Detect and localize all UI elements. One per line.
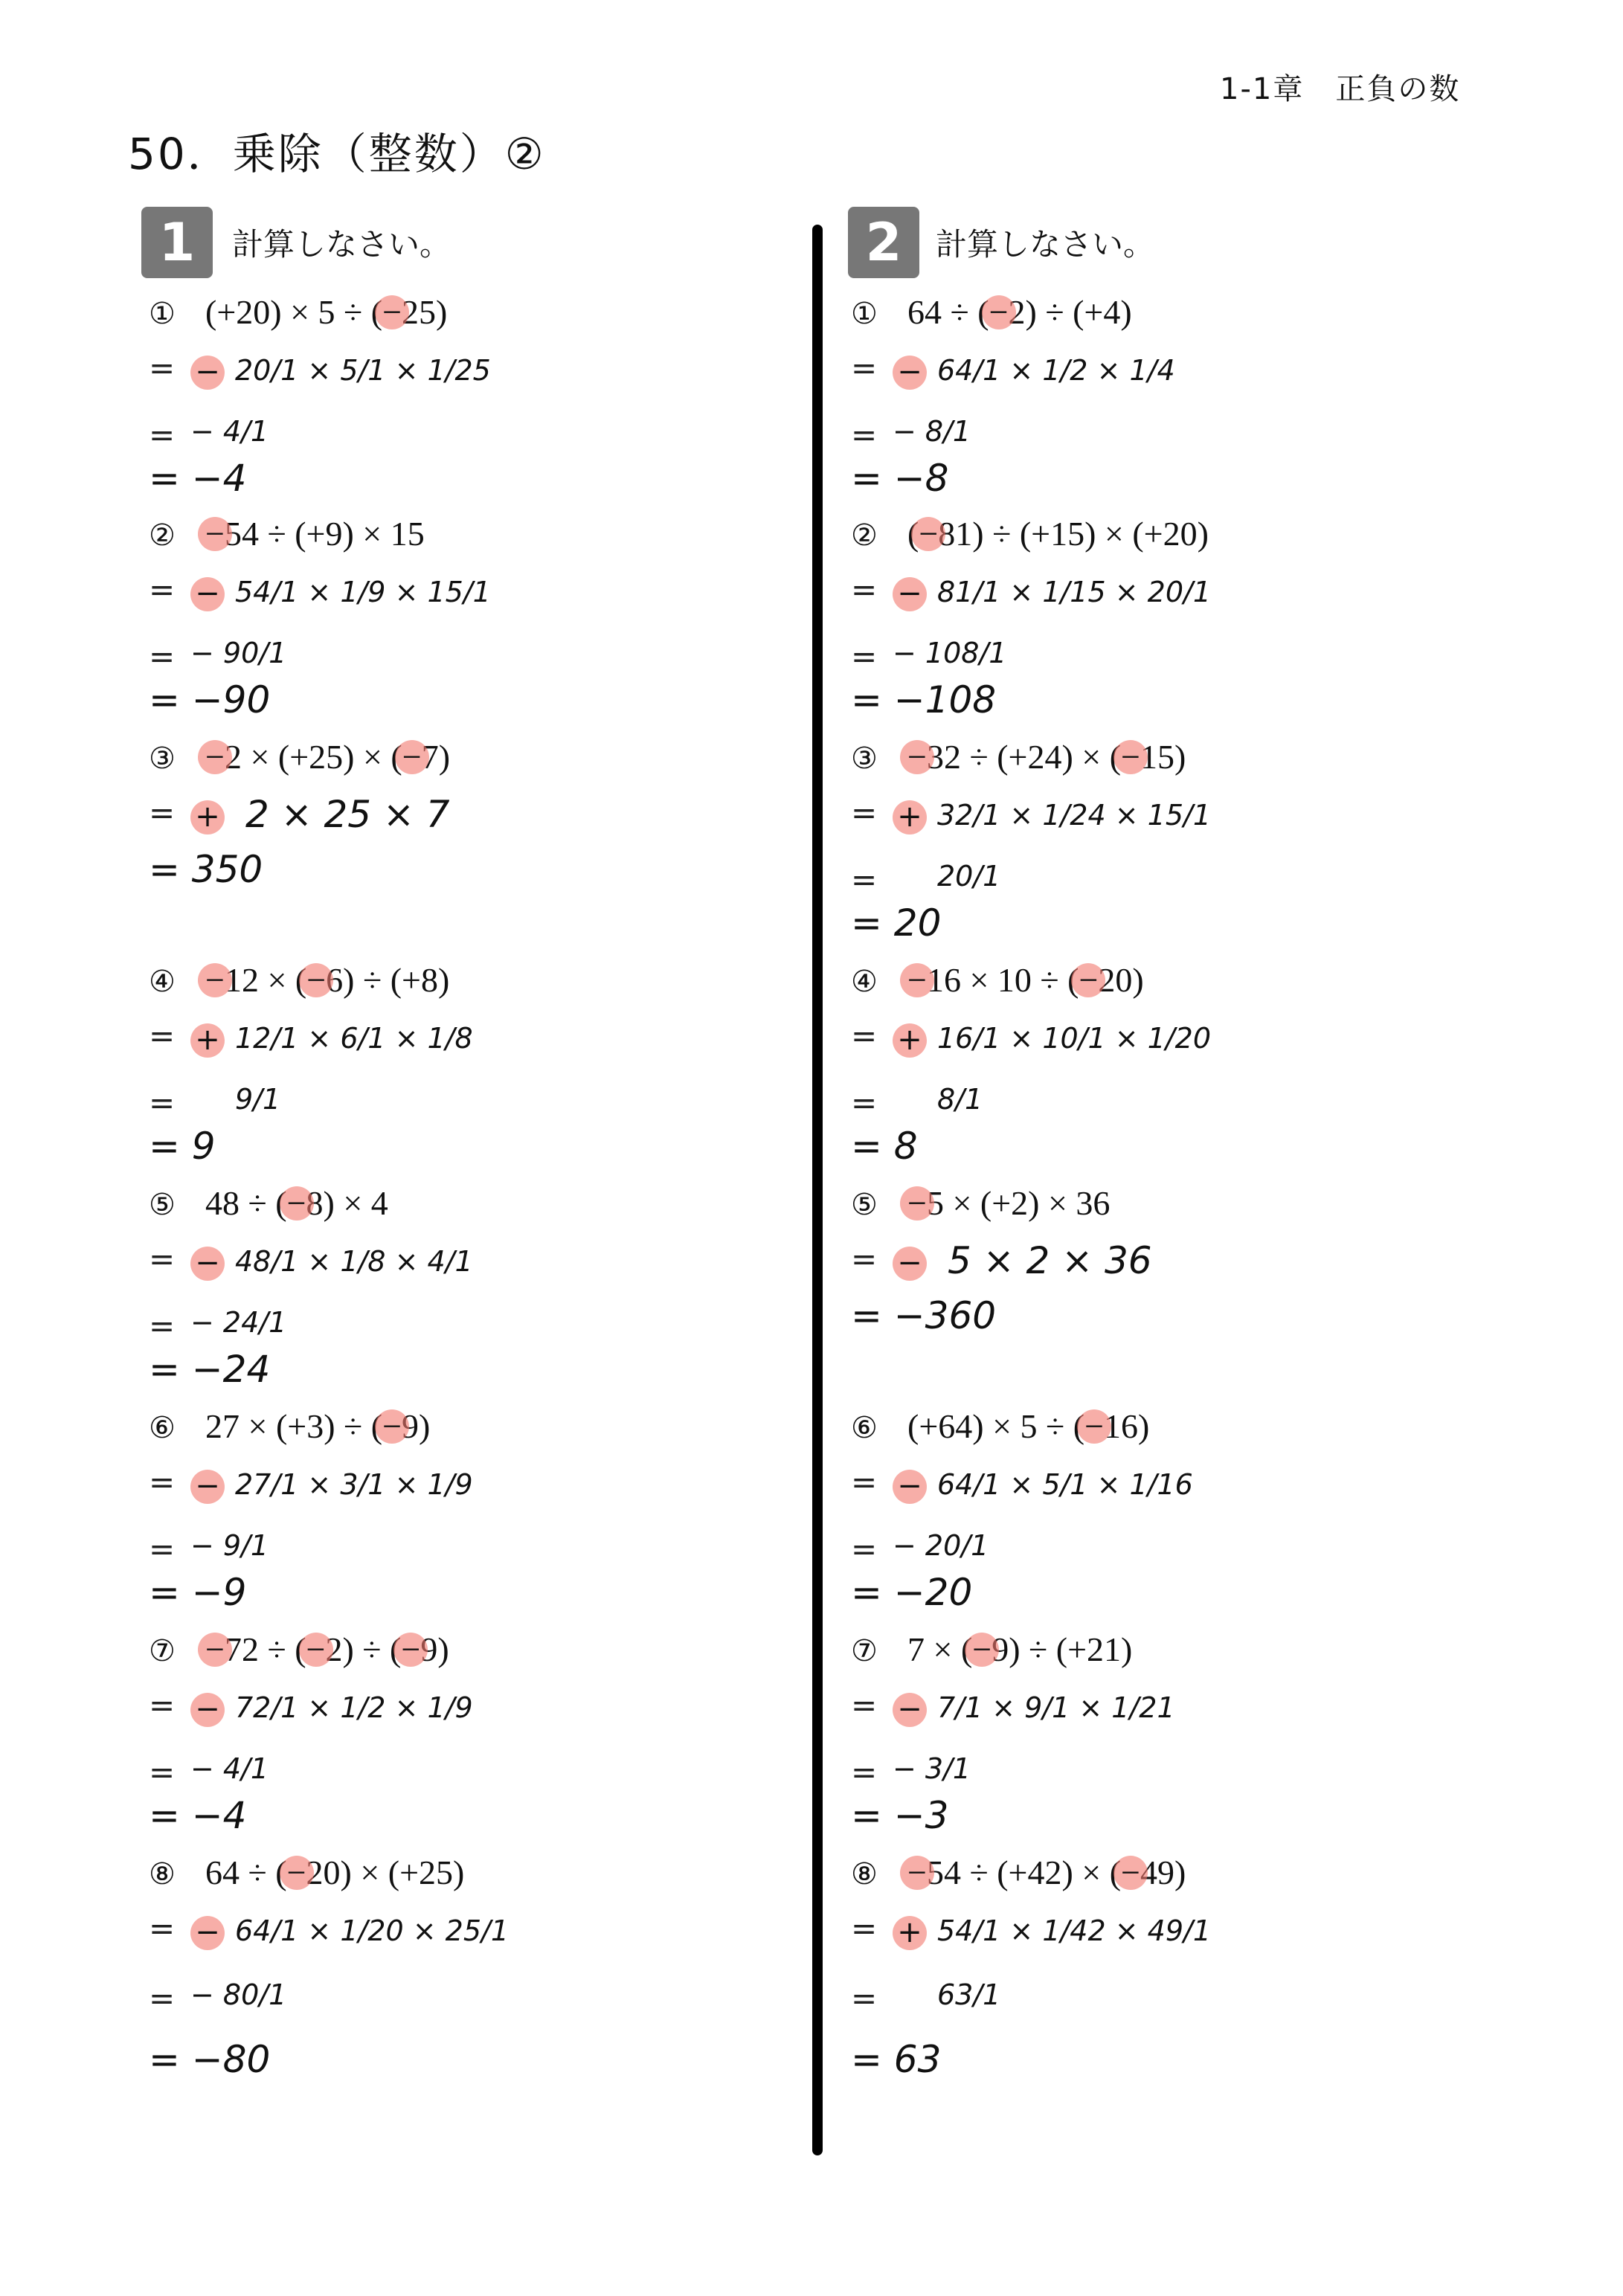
equals-sign: = — [149, 1980, 176, 2016]
step-expression: 64/1 × 1/20 × 25/1 — [235, 1914, 509, 1947]
result-sign: − — [893, 1247, 927, 1281]
step-result: − 4/1 — [190, 1752, 269, 1785]
expression: (−81) ÷ (+15) × (+20) — [907, 515, 1209, 553]
question — [149, 736, 450, 778]
problem-number: ⑧ — [149, 1857, 176, 1891]
highlighted-sign: − — [972, 1630, 992, 1668]
question — [149, 1183, 388, 1224]
problem-number: ④ — [149, 965, 176, 999]
question — [851, 1183, 1110, 1224]
step-expression: 20/1 × 5/1 × 1/25 — [235, 354, 491, 387]
step-expression: 54/1 × 1/9 × 15/1 — [235, 576, 491, 608]
step-result: − 108/1 — [893, 637, 1007, 669]
answer: = −80 — [149, 2038, 271, 2081]
equals-sign: = — [851, 1687, 878, 1723]
result-sign: + — [190, 1023, 225, 1058]
step-result: 8/1 — [937, 1083, 983, 1116]
equals-sign: = — [851, 1464, 878, 1500]
chapter-label: 1-1章 正負の数 — [1220, 72, 1461, 106]
question — [851, 1852, 1186, 1894]
question — [851, 1406, 1149, 1447]
answer: = 20 — [851, 901, 942, 945]
answer: = −360 — [851, 1294, 997, 1337]
step-expression: 48/1 × 1/8 × 4/1 — [235, 1245, 473, 1278]
answer: = 8 — [851, 1125, 918, 1168]
equals-sign: = — [851, 1980, 878, 2016]
question — [149, 513, 425, 555]
problem-2-3 — [851, 736, 1520, 952]
highlighted-sign: − — [907, 738, 927, 776]
result-sign: + — [190, 800, 225, 835]
page-title: 50．乗除（整数）② — [128, 129, 546, 179]
result-sign: − — [190, 1247, 225, 1281]
section-1-instruction: 計算しなさい。 — [232, 226, 451, 263]
step-result: − 3/1 — [893, 1752, 971, 1785]
step-expression: 7/1 × 9/1 × 1/21 — [937, 1691, 1175, 1724]
step-result: − 20/1 — [893, 1529, 989, 1562]
problem-number: ⑥ — [149, 1411, 176, 1445]
question — [149, 1852, 464, 1894]
equals-sign: = — [149, 638, 176, 675]
problem-1-1 — [149, 292, 818, 507]
highlighted-sign: − — [306, 1630, 326, 1668]
equals-sign: = — [149, 350, 176, 386]
answer: = −24 — [149, 1348, 271, 1391]
question — [851, 1629, 1132, 1670]
expression: −32 ÷ (+24) × (−15) — [907, 738, 1186, 776]
problem-number: ① — [851, 297, 878, 331]
answer: = −20 — [851, 1571, 973, 1614]
problem-number: ② — [851, 518, 878, 553]
question — [149, 292, 447, 333]
section-2-instruction: 計算しなさい。 — [936, 226, 1155, 263]
question — [149, 959, 449, 1001]
question — [851, 736, 1186, 778]
problem-number: ④ — [851, 965, 878, 999]
highlighted-sign: − — [306, 961, 327, 999]
problem-1-2 — [149, 513, 818, 729]
equals-sign: = — [851, 794, 878, 831]
problem-1-7 — [149, 1629, 818, 1845]
equals-sign: = — [149, 1308, 176, 1344]
highlighted-sign: − — [989, 293, 1009, 331]
equals-sign: = — [149, 571, 176, 608]
step-expression: 32/1 × 1/24 × 15/1 — [937, 799, 1211, 832]
section-1-badge: 1 — [141, 207, 213, 278]
highlighted-sign: − — [205, 738, 225, 776]
result-sign: − — [893, 1470, 927, 1504]
answer: = −8 — [851, 457, 949, 500]
problem-1-4 — [149, 959, 818, 1175]
equals-sign: = — [149, 1531, 176, 1567]
highlighted-sign: − — [919, 515, 939, 553]
answer: = 9 — [149, 1125, 216, 1168]
question — [851, 959, 1144, 1001]
step-expression: 27/1 × 3/1 × 1/9 — [235, 1468, 473, 1501]
answer: = −108 — [851, 678, 997, 721]
problem-number: ⑤ — [149, 1188, 176, 1222]
equals-sign: = — [851, 417, 878, 453]
expression: (+20) × 5 ÷ (−25) — [205, 293, 448, 331]
step-result: − 8/1 — [893, 415, 971, 448]
problem-2-6 — [851, 1406, 1520, 1621]
expression: −12 × (−6) ÷ (+8) — [205, 961, 450, 999]
answer: = 350 — [149, 848, 263, 891]
answer: = −9 — [149, 1571, 247, 1614]
result-sign: + — [893, 800, 927, 835]
highlighted-sign: − — [1084, 1407, 1105, 1445]
highlighted-sign: − — [907, 1853, 927, 1891]
problem-1-5 — [149, 1183, 818, 1398]
problem-1-8 — [149, 1852, 818, 2097]
question — [149, 1406, 430, 1447]
highlighted-sign: − — [382, 1407, 402, 1445]
problem-1-3 — [149, 736, 818, 952]
highlighted-sign: − — [402, 738, 422, 776]
step-expression: 64/1 × 5/1 × 1/16 — [937, 1468, 1193, 1501]
step-expression: 5 × 2 × 36 — [948, 1239, 1152, 1282]
step-expression: 54/1 × 1/42 × 49/1 — [937, 1914, 1211, 1947]
expression: −54 ÷ (+9) × 15 — [205, 515, 425, 553]
answer: = −4 — [149, 1794, 247, 1837]
result-sign: + — [893, 1916, 927, 1950]
expression: 48 ÷ (−8) × 4 — [205, 1184, 388, 1222]
problem-number: ⑥ — [851, 1411, 878, 1445]
highlighted-sign: − — [1079, 961, 1099, 999]
step-expression: 2 × 25 × 7 — [245, 793, 450, 836]
expression: 64 ÷ (−2) ÷ (+4) — [907, 293, 1132, 331]
problem-2-2 — [851, 513, 1520, 729]
problem-2-8 — [851, 1852, 1520, 2097]
result-sign: − — [190, 1916, 225, 1950]
problem-2-4 — [851, 959, 1520, 1175]
expression: −16 × 10 ÷ (−20) — [907, 961, 1144, 999]
equals-sign: = — [149, 1084, 176, 1121]
problem-number: ⑦ — [851, 1634, 878, 1668]
result-sign: − — [893, 356, 927, 390]
step-result: − 9/1 — [190, 1529, 269, 1562]
question — [851, 513, 1209, 555]
step-result: 63/1 — [937, 1978, 1001, 2011]
problem-number: ③ — [149, 742, 176, 776]
result-sign: − — [190, 1470, 225, 1504]
equals-sign: = — [851, 1241, 878, 1277]
result-sign: + — [893, 1023, 927, 1058]
problem-2-5 — [851, 1183, 1520, 1398]
highlighted-sign: − — [205, 1630, 225, 1668]
equals-sign: = — [149, 417, 176, 453]
expression: −54 ÷ (+42) × (−49) — [907, 1853, 1186, 1891]
problem-number: ② — [149, 518, 176, 553]
step-result: − 80/1 — [190, 1978, 287, 2011]
result-sign: − — [190, 1693, 225, 1727]
equals-sign: = — [149, 1687, 176, 1723]
step-expression: 72/1 × 1/2 × 1/9 — [235, 1691, 473, 1724]
equals-sign: = — [149, 1464, 176, 1500]
expression: 7 × (−9) ÷ (+21) — [907, 1630, 1133, 1668]
step-expression: 81/1 × 1/15 × 20/1 — [937, 576, 1211, 608]
equals-sign: = — [851, 1017, 878, 1054]
answer: = −90 — [149, 678, 271, 721]
step-expression: 64/1 × 1/2 × 1/4 — [937, 354, 1175, 387]
result-sign: − — [893, 1693, 927, 1727]
highlighted-sign: − — [205, 515, 225, 553]
equals-sign: = — [851, 1910, 878, 1946]
step-result: − 24/1 — [190, 1306, 287, 1339]
equals-sign: = — [149, 1754, 176, 1790]
problem-number: ⑦ — [149, 1634, 176, 1668]
equals-sign: = — [851, 1531, 878, 1567]
highlighted-sign: − — [1121, 1853, 1140, 1891]
result-sign: − — [893, 577, 927, 611]
answer: = 63 — [851, 2038, 942, 2081]
expression: −72 ÷ (−2) ÷ (−9) — [205, 1630, 449, 1668]
highlighted-sign: − — [1121, 738, 1140, 776]
result-sign: − — [190, 356, 225, 390]
highlighted-sign: − — [286, 1853, 306, 1891]
result-sign: − — [190, 577, 225, 611]
highlighted-sign: − — [286, 1184, 306, 1222]
step-result: 9/1 — [235, 1083, 281, 1116]
answer: = −3 — [851, 1794, 949, 1837]
problem-number: ⑧ — [851, 1857, 878, 1891]
step-result: 20/1 — [937, 860, 1001, 893]
expression: 64 ÷ (−20) × (+25) — [205, 1853, 465, 1891]
equals-sign: = — [851, 571, 878, 608]
highlighted-sign: − — [205, 961, 225, 999]
expression: −2 × (+25) × (−7) — [205, 738, 451, 776]
step-expression: 16/1 × 10/1 × 1/20 — [937, 1022, 1211, 1055]
problem-number: ① — [149, 297, 176, 331]
expression: 27 × (+3) ÷ (−9) — [205, 1407, 431, 1445]
highlighted-sign: − — [907, 1184, 927, 1222]
answer: = −4 — [149, 457, 247, 500]
highlighted-sign: − — [382, 293, 402, 331]
equals-sign: = — [149, 1241, 176, 1277]
equals-sign: = — [851, 1754, 878, 1790]
expression: −5 × (+2) × 36 — [907, 1184, 1111, 1222]
problem-2-7 — [851, 1629, 1520, 1845]
equals-sign: = — [149, 1910, 176, 1946]
section-2-badge: 2 — [848, 207, 919, 278]
problem-1-6 — [149, 1406, 818, 1621]
question — [149, 1629, 449, 1670]
highlighted-sign: − — [401, 1630, 421, 1668]
question — [851, 292, 1132, 333]
equals-sign: = — [149, 1017, 176, 1054]
step-result: − 4/1 — [190, 415, 269, 448]
equals-sign: = — [851, 638, 878, 675]
expression: (+64) × 5 ÷ (−16) — [907, 1407, 1150, 1445]
problem-number: ⑤ — [851, 1188, 878, 1222]
equals-sign: = — [851, 1084, 878, 1121]
problem-number: ③ — [851, 742, 878, 776]
step-result: − 90/1 — [190, 637, 287, 669]
step-expression: 12/1 × 6/1 × 1/8 — [235, 1022, 473, 1055]
equals-sign: = — [851, 350, 878, 386]
equals-sign: = — [851, 861, 878, 898]
problem-2-1 — [851, 292, 1520, 507]
equals-sign: = — [149, 794, 176, 831]
highlighted-sign: − — [907, 961, 927, 999]
